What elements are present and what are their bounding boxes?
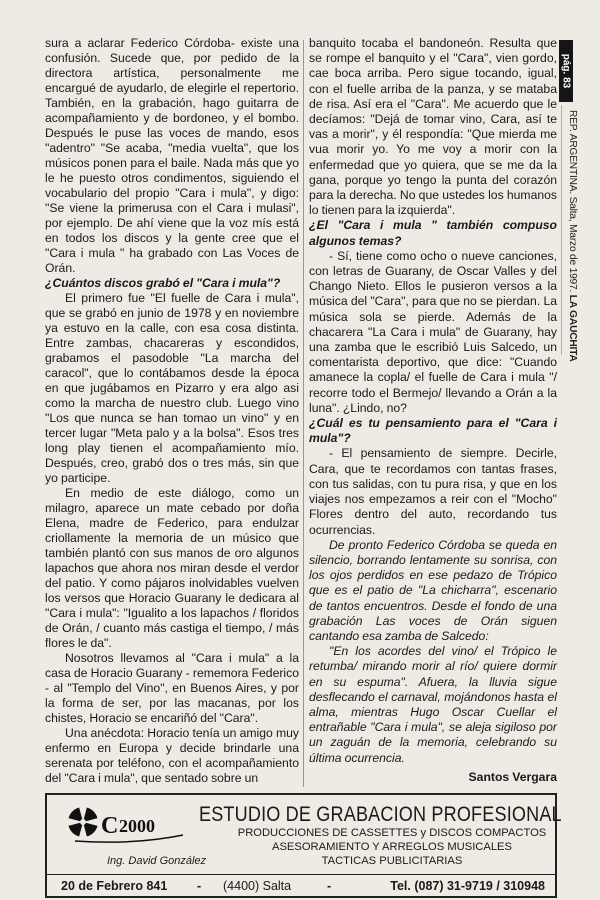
article-column-left (45, 36, 299, 786)
article-paragraph: banquito tocaba el bandoneón. Resulta que se rompe el banquito y el "Cara", vien gordo, cae boca arriba. Pero sigue tocando, igual, con el fuelle arriba de la panza, y se mataba de risa. Así era el "Cara". Me acuerdo que le decíamos: "Dejá de tomar vino, Cara, así te vas a morir", y él respondía: "Que mierda me vua morir yo. Yo me voy a morir con la enfermedad que yo quiera, que se me da la gana, porque yo tengo la punta del corazón para la derecha. No que ustedes los humanos lo tienen para la izquierda". (309, 36, 557, 218)
running-header (566, 110, 580, 362)
disc-logo-icon (65, 805, 195, 845)
ad-line: PRODUCCIONES DE CASSETTES y DISCOS COMPACTOS (237, 827, 547, 839)
article-paragraph: En medio de este diálogo, como un milagro, aparece un mate cebado por doña Elena, madre de Federico, para endulzar criollamente la memoria de un músico que también plantó con sus manos de oro algunos lapachos que ahora nos miran desde el verdor del patio. Y como pájaros inolvidables vuelven los versos que Horacio Guarany le dedicara al "Cara i mula": "Igualito a los lapachos / floridos de Orán, / cuanto más castiga el tiempo, / más flores le da". (45, 486, 299, 650)
studio-logo (65, 805, 195, 841)
article-paragraph: - El pensamiento de siempre. Decirle, Cara, que te recordamos con tantas frases, con tus salidas, con tu pura risa, y que en los viajes nos empezamos a reir con el "Mocho" Flores dentro del auto, recordando tus ocurrencias. (309, 446, 557, 537)
magazine-name: LA GAUCHITA (567, 294, 578, 362)
page-number-tab (559, 40, 573, 102)
interview-question: ¿Cuál es tu pensamiento para el "Cara i mula"? (309, 416, 557, 446)
article-paragraph: De pronto Federico Córdoba se queda en silencio, borrando lentamente su sonrisa, con los ojos perdidos en ese pedazo de Trópico que es el patio de "La chicharra", escenario de tantos encuentros. Desde el fondo de una grabación Las voces de Orán siguen cantando esa zamba de Salcedo: (309, 537, 557, 643)
issue-info: REP. ARGENTINA. Salta, Marzo de 1997. (567, 110, 578, 293)
ad-city: (4400) Salta (223, 879, 292, 893)
ad-phone: Tel. (087) 31-9719 / 310948 (390, 879, 545, 893)
ad-engineer: Ing. David González (107, 855, 207, 867)
ad-address: 20 de Febrero 841 (61, 879, 168, 893)
page-number: pág. 83 (560, 53, 572, 89)
article-paragraph: El primero fue "El fuelle de Cara i mula", que se grabó en junio de 1978 y en noviembre ya estuvo en la calle, con esa cosa distinta. Entre zambas, chacareras y escondidos, grabamos el pasodoble "La marcha del caracol", que lo contábamos desde la época en que jugábamos en Pizarro y era algo asi como la marcha de nuestro club. Luego vino "Los que nunca se han tomao un vino" y en tercer lugar "Meta palo y a la bolsa". Esos tres long play tienen el acompañamiento mío. Después, creo, grabó dos o tres más, sin que yo participe. (45, 291, 299, 485)
ad-rule (47, 874, 555, 875)
article-paragraph: sura a aclarar Federico Córdoba- existe una confusión. Sucede que, por pedido de la directora artística, personalmente me encargué de ayudarlo, de elegirle el repertorio. También, en la grabación, hago guitarra de acompañamiento y de bordoneo, y el bombo. Después le puse las voces de mando, esos "adentro" "Se acaba, "media vuelta", que los músicos ponen para el baile. Nada más que yo le he puesto otros condimentos, siguiendo el vocabulario del propio "Cara i mula", y digo: "Se viene la primerusa con el Cara i mulasi", por ejemplo. De ahí viene que la voz mís está en todos los discos y la gente cree que el "Cara i mula " ha grabado con Las Voces de Orán. (45, 36, 299, 275)
svg-text:2000: 2000 (119, 816, 155, 836)
article-paragraph: "En los acordes del vino/ el Trópico le retumba/ mirando morir al río/ quiere dormir en su espuma". Afuera, la lluvia sigue desflecando el carnaval, mojándonos hasta el alma, mientras Hugo Oscar Cuellar el entrañable "Cara i mula", se aleja sigiloso por un zaguán de la memoria, celebrando su última ocurrencia. (309, 644, 557, 765)
side-rule (561, 105, 562, 355)
ad-line: TACTICAS PUBLICITARIAS (321, 855, 463, 867)
interview-question: ¿El "Cara i mula " también compuso algunos temas? (309, 218, 557, 248)
advertisement (45, 793, 562, 898)
article-paragraph: Nosotros llevamos al "Cara i mula" a la casa de Horacio Guarany - rememora Federico - al "Templo del Vino", en Buenos Aires, y por la forma de ser, por las macanas, por los chistes, Horacio se encariñó del "Cara". (45, 651, 299, 725)
interview-question: ¿Cuántos discos grabó el "Cara i mula"? (45, 276, 281, 290)
svg-text:C: C (101, 813, 119, 839)
ad-separator: - (327, 879, 332, 893)
ad-separator: - (197, 879, 202, 893)
column-divider (303, 40, 304, 787)
ad-line: ASESORAMIENTO Y ARREGLOS MUSICALES (272, 841, 512, 853)
article-paragraph: Una anécdota: Horacio tenía un amigo muy enfermo en Europa y decide brindarle una serenata por teléfono, con el acompañamiento del "Cara i mula", que sentado sobre un (45, 726, 299, 785)
ad-title: ESTUDIO DE GRABACION PROFESIONAL (199, 803, 562, 826)
author-signature: Santos Vergara (468, 769, 557, 784)
article-paragraph: - Sí, tiene como ocho o nueve canciones, con letras de Guarany, de Oscar Valles y del Chango Nieto. Ellos le pusieron versos a la música del "Cara", para que no se pierdan. La música sola se pierde. Además de la chacarera "La Cara i mula" de Guarany, hay una zamba que le escribió Luis Salcedo, un comentarista deportivo, que dice: "Cuando amanece la copla/ el fuelle de Cara i mula "/ recorre todo el Bermejo/ llevando a Orán a la luna". ¿Lindo, no? (309, 248, 557, 415)
article-column-right (309, 36, 557, 785)
